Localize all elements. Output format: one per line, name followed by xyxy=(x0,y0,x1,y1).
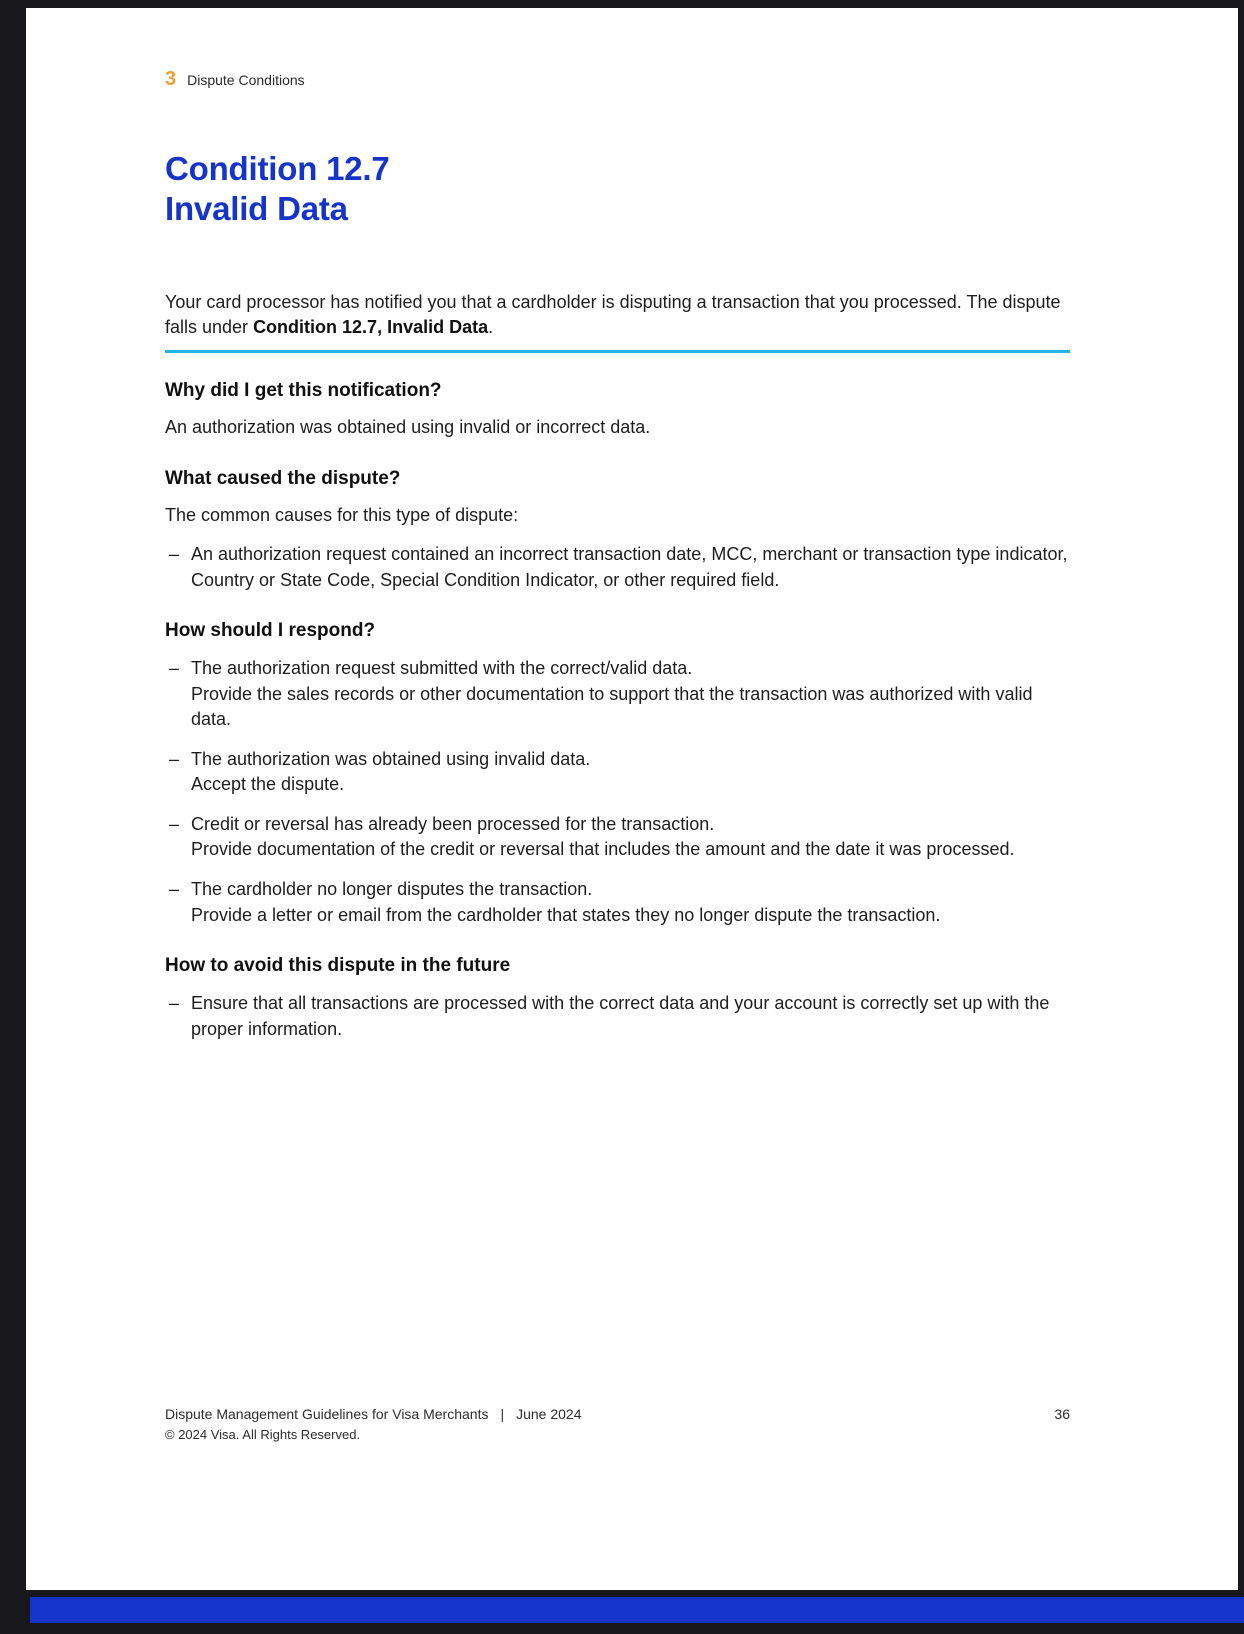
list-item-lead: The authorization was obtained using invalid data. xyxy=(191,748,591,769)
cyan-divider xyxy=(165,350,1070,353)
dash-bullet-glyph: – xyxy=(169,658,180,679)
footer-date: June 2024 xyxy=(516,1406,582,1422)
list-item-body: Provide the sales records or other documentation to support that the transaction was authorized with valid data. xyxy=(191,683,1033,730)
list-item-body: Provide a letter or email from the cardholder that states they no longer dispute the transaction. xyxy=(191,904,941,925)
respond-list xyxy=(165,656,1070,928)
section-heading-why-notification: Why did I get this notification? xyxy=(165,379,442,401)
list-item xyxy=(165,991,1070,1042)
section-heading-what-caused: What caused the dispute? xyxy=(165,467,401,489)
list-item xyxy=(165,812,1070,863)
page-footer xyxy=(165,1406,1070,1442)
list-item-body: Provide documentation of the credit or reversal that includes the amount and the date it was processed. xyxy=(191,839,1015,860)
dash-bullet-glyph: – xyxy=(169,993,180,1014)
section-paragraph: An authorization was obtained using invalid or incorrect data. xyxy=(165,416,651,437)
footer-doc-title: Dispute Management Guidelines for Visa Merchants xyxy=(165,1406,489,1422)
document-page xyxy=(26,8,1238,1590)
page-title-line1: Condition 12.7 xyxy=(165,150,390,187)
list-item-body: Accept the dispute. xyxy=(191,774,345,795)
section-heading-how-respond: How should I respond? xyxy=(165,620,376,642)
dash-bullet-glyph: – xyxy=(169,748,180,769)
dash-bullet-glyph: – xyxy=(169,878,180,899)
bottom-blue-bar xyxy=(30,1597,1244,1623)
page-number: 36 xyxy=(1054,1406,1070,1422)
list-item-lead: The authorization request submitted with the correct/valid data. xyxy=(191,658,693,679)
cause-list xyxy=(165,542,1070,593)
chapter-label: Dispute Conditions xyxy=(187,72,305,88)
list-item xyxy=(165,747,1070,798)
list-item-lead: The cardholder no longer disputes the transaction. xyxy=(191,878,593,899)
list-item xyxy=(165,542,1070,593)
intro-text: Your card processor has notified you that a cardholder is disputing a transaction that you processed. The dispute falls under xyxy=(165,291,1061,338)
footer-row xyxy=(165,1406,1070,1422)
page-title-line2: Invalid Data xyxy=(165,190,348,228)
list-item xyxy=(165,877,1070,928)
intro-bold-text: Condition 12.7, Invalid Data xyxy=(253,317,489,338)
intro-period: . xyxy=(488,317,494,338)
footer-separator: | xyxy=(500,1406,505,1422)
section-heading-avoid-future: How to avoid this dispute in the future xyxy=(165,955,511,977)
list-item-text: An authorization request contained an incorrect transaction date, MCC, merchant or transaction type indicator, Country or State Code, Special Condition Indicator, or other required field. xyxy=(191,544,1068,590)
list-item-lead: Credit or reversal has already been processed for the transaction. xyxy=(191,813,715,834)
dash-bullet-glyph: – xyxy=(169,544,180,565)
dash-bullet-glyph: – xyxy=(169,813,180,834)
list-item xyxy=(165,656,1070,733)
footer-copyright: © 2024 Visa. All Rights Reserved. xyxy=(165,1427,361,1442)
page-content xyxy=(165,8,1070,1056)
chapter-eyebrow xyxy=(165,68,1070,91)
list-item-text: Ensure that all transactions are processed with the correct data and your account is correctly set up with the proper information. xyxy=(191,993,1050,1039)
page-title xyxy=(165,149,1070,230)
intro-paragraph xyxy=(165,290,1070,341)
chapter-number: 3 xyxy=(165,68,177,90)
avoid-list xyxy=(165,991,1070,1042)
section-paragraph: The common causes for this type of dispute: xyxy=(165,504,519,525)
